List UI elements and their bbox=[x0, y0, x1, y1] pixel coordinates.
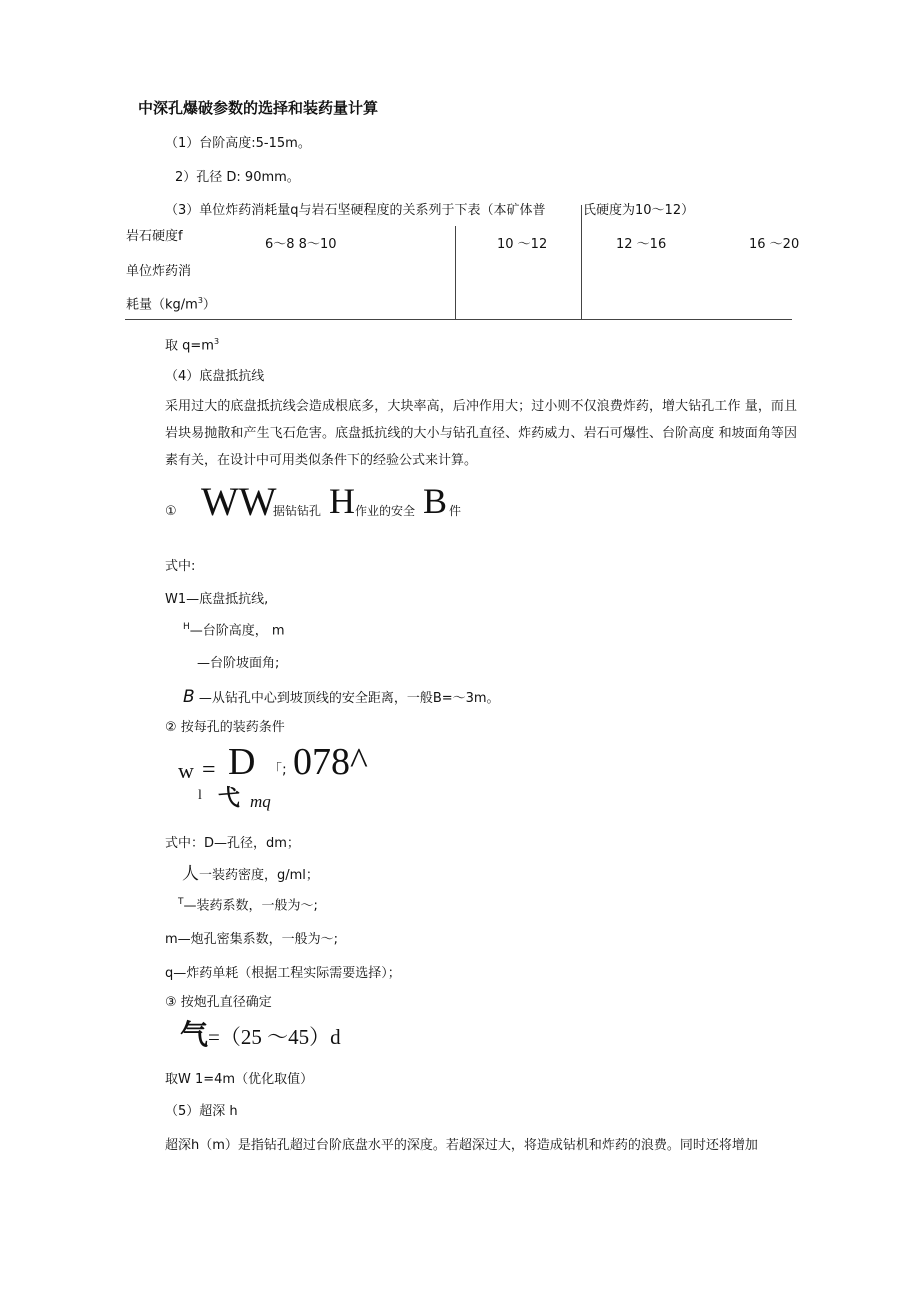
section-5-paragraph: 超深h（m）是指钻孔超过台阶底盘水平的深度。若超深过大，将造成钻机和炸药的浪费。同时还将增加 bbox=[165, 1138, 758, 1153]
item-2-charge-condition: ② 按每孔的装药条件 bbox=[165, 720, 285, 735]
item-1: （1）台阶高度:5-15m。 bbox=[165, 136, 311, 151]
def-density: 人一装药密度，g/ml； bbox=[182, 864, 319, 884]
formula-1-text-3: 件 bbox=[449, 504, 462, 518]
formula-2-mq: mq bbox=[250, 792, 271, 811]
formula-1-number: ① bbox=[165, 504, 177, 519]
where-label-1: 式中: bbox=[165, 559, 196, 574]
def-w1: W1—底盘抵抗线, bbox=[165, 592, 269, 607]
table-divider-2 bbox=[581, 205, 582, 319]
def-unit-consumption: q—炸药单耗（根据工程实际需要选择）； bbox=[165, 966, 401, 981]
formula-3-qi: 气 bbox=[180, 1018, 209, 1051]
formula-2-d: D bbox=[228, 741, 256, 783]
def-slope: —台阶坡面角; bbox=[197, 656, 280, 671]
section-4-heading: （4）底盘抵抗线 bbox=[165, 369, 265, 384]
formula-3-rest: =（25 ～45）d bbox=[208, 1025, 341, 1049]
formula-2-sub: l bbox=[198, 788, 202, 803]
def-density-coef: m—炮孔密集系数，一般为～; bbox=[165, 932, 339, 947]
table-cell-col1: 6～8 8～10 bbox=[265, 237, 337, 252]
formula-3 bbox=[180, 1018, 341, 1052]
def-h: $^H$—台阶高度， m bbox=[183, 622, 285, 639]
formula-1-text-1: 据钻钻孔 bbox=[273, 504, 322, 518]
item-2: 2）孔径 D: 90mm。 bbox=[175, 170, 300, 185]
page-title: 中深孔爆破参数的选择和装药量计算 bbox=[138, 99, 379, 117]
formula-2-mid: 「; bbox=[268, 762, 287, 778]
item-3b: 氏硬度为10～12） bbox=[583, 203, 695, 218]
item-3-hole-diameter: ③ 按炮孔直径确定 bbox=[165, 995, 272, 1010]
formula-2-yi: 弋 bbox=[218, 786, 241, 811]
q-value: 取 $q=m^3$ bbox=[165, 337, 220, 354]
table-divider-1 bbox=[455, 226, 456, 319]
formula-1-b: B bbox=[423, 481, 448, 521]
formula-1-h: H bbox=[329, 481, 355, 521]
formula-2-eq: = bbox=[202, 757, 216, 783]
table-cell-col4: 16 ～20 bbox=[749, 237, 800, 252]
where-label-2: 式中：D—孔径，dm； bbox=[165, 836, 300, 851]
w-choice: 取W 1=4m（优化取值） bbox=[165, 1072, 314, 1087]
def-charge-coef: $^T$—装药系数，一般为～; bbox=[178, 897, 318, 914]
formula-2-coef: 078^ bbox=[293, 741, 368, 783]
section-4-paragraph: 采用过大的底盘抵抗线会造成根底多，大块率高，后冲作用大；过小则不仅浪费炸药，增大钻孔工作 量，而且岩块易抛散和产生飞石危害。底盘抵抗线的大小与钻孔直径、炸药威力、岩石可爆性、台阶高度 和坡面角等因素有关，在设计中可用类似条件下的经验公式来计算。 bbox=[165, 399, 797, 468]
table-row-label-consumption-b: 耗量$(kg/m^3)$ bbox=[126, 296, 216, 313]
formula-2-w: w bbox=[178, 758, 194, 783]
item-3a: （3）单位炸药消耗量q与岩石坚硬程度的关系列于下表（本矿体普 bbox=[165, 203, 546, 218]
table-cell-col3: 12 ～16 bbox=[616, 237, 667, 252]
table-cell-col2: 10 ～12 bbox=[497, 237, 548, 252]
def-b: B —从钻孔中心到坡顶线的安全距离，一般B=～3m。 bbox=[183, 687, 500, 707]
table-row-label-consumption-a: 单位炸药消 bbox=[126, 264, 192, 279]
formula-1-text-2: 作业的安全 bbox=[355, 504, 416, 518]
table-bottom-rule bbox=[125, 319, 792, 320]
section-5-heading: （5）超深 h bbox=[165, 1104, 238, 1119]
table-row-label-hardness: 岩石硬度f bbox=[126, 229, 183, 244]
formula-1-ww: WW bbox=[201, 479, 277, 524]
formula-2 bbox=[178, 740, 378, 820]
